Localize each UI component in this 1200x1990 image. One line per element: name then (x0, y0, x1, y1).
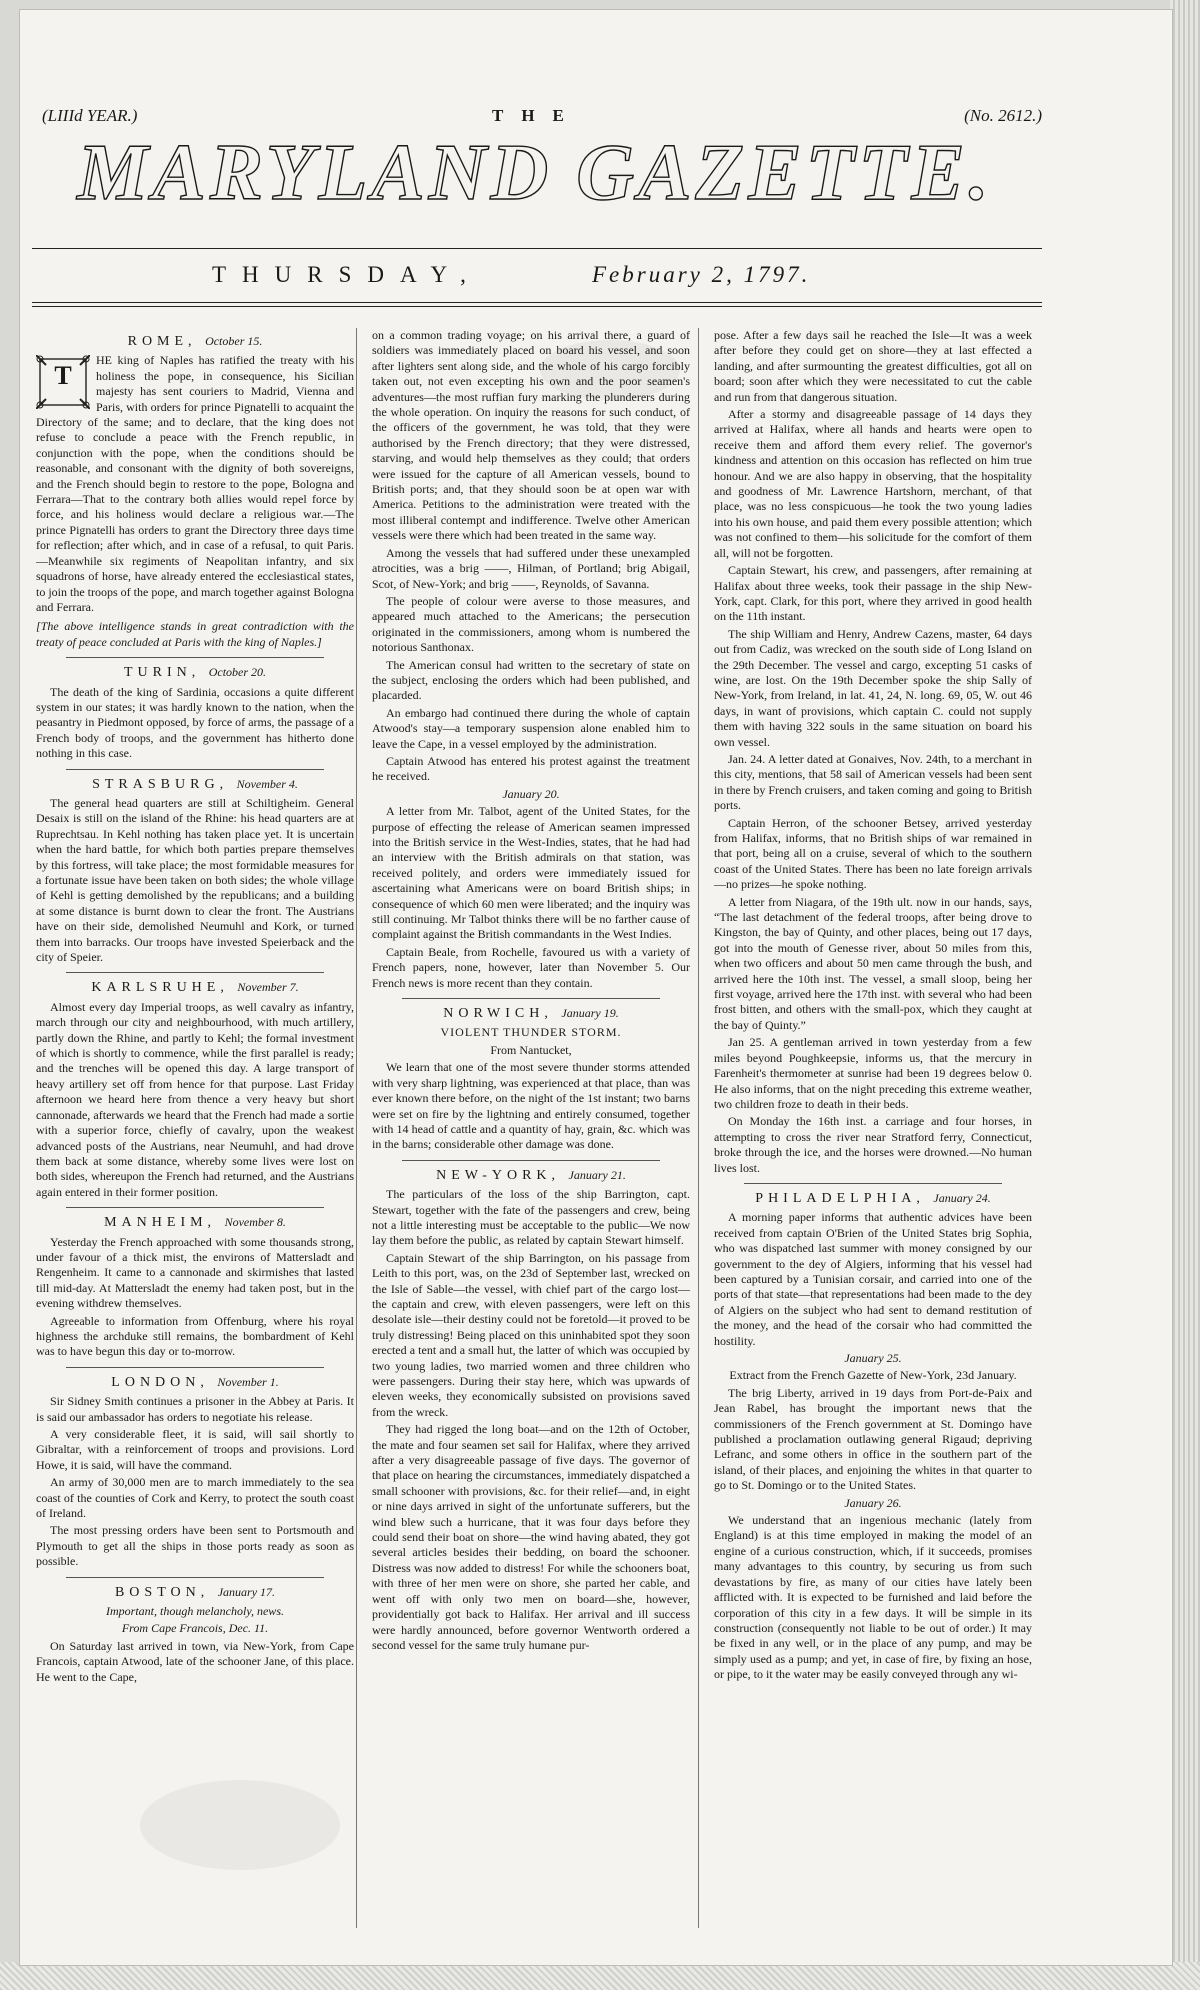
dateline (32, 262, 1042, 302)
page-edge-right (1170, 0, 1200, 1990)
the-label: THE (492, 106, 582, 125)
dateline-date: February 2, 1797. (592, 262, 811, 287)
section-rule (66, 972, 324, 973)
manheim-text: Yesterday the French approached with some thousands strong, under favour of a thick mist, the environs of Mattersladt and Rengenheim. It came to a cannonade and skirmishes that lasted till mid-day. At Mattersladt the enemy had taken post, but in the evening withdrew themselves. (36, 1234, 354, 1311)
jan20-dateline: January 20. (502, 786, 560, 801)
strasburg-heading (36, 777, 354, 792)
karlsruhe-heading (36, 980, 354, 995)
strasburg-date: November 4. (236, 776, 298, 791)
philadelphia-text-2: The brig Liberty, arrived in 19 days from Port-de-Paix and Jean Rabel, has brought the important news that the commissioners of the French government at St. Domingo have published a proclamation outlawing general Rigaud; depriving Lefranc, and some others in office in the southern part of the island, of their places, and enjoining the whites in that quarter to go to St. Domingo or to the United States. (714, 1385, 1032, 1493)
col3-paragraph: A letter from Niagara, of the 19th ult. now in our hands, says, “The last detachment of the federal troops, after being drove to Kingston, the bay of Quinty, and other places, being out 17 days, got into the mouth of Genesse river, about 50 miles from this, when two officers and about 50 men came through the bush, and arrived here the 10th inst. The vessel, a small sloop, being her first voyage, arrived here the 17th inst. with several who had been frost bitten, and others with the small-pox, which they caught at the bay of Quinty.” (714, 894, 1032, 1032)
dateline-rule-top (32, 302, 1042, 303)
london-text-2: A very considerable fleet, it is said, will sail shortly to Gibraltar, with a reinforcement of troops and provisions. Lord Howe, it is said, will have the command. (36, 1427, 354, 1472)
paper-stain (140, 1780, 340, 1870)
philadelphia-heading (714, 1191, 1032, 1206)
boston-heading (36, 1585, 354, 1600)
rome-heading (36, 334, 354, 349)
section-rule (66, 657, 324, 658)
section-rule (66, 1577, 324, 1578)
col3-paragraph: pose. After a few days sail he reached the Isle—It was a week after before they could get on shore—they at last effected a landing, and after surmounting the greatest difficulties, got all on board; soon after which they were necessitated to cut the cable and run from that dangerous situation. (714, 328, 1032, 404)
jan25-dateline: January 25. (844, 1351, 902, 1365)
rome-date: October 15. (205, 334, 263, 348)
column-2 (372, 328, 690, 1655)
london-text-4: The most pressing orders have been sent to Portsmouth and Plymouth to get all the ships in those ports ready as soon as possible. (36, 1523, 354, 1569)
newyork-text-3: They had rigged the long boat—and on the 12th of October, the mate and four seamen set sail for Halifax, where they arrived after a very disagreeable passage of five days. The governor of that place on hearing the circumstances, immediately dispatched a small schooner with provisions, &c. for their relief—and, in eight or nine days arrived in sight of the unfortunate sufferers, but the wind blew such a hurricane, that it was four days before they could send their boat on shore—the wind having abated, they got several articles besides their bedding, on board the schooner. Distress was now added to distress! For while the schooners boat, with three of her men were on shore, she parted her cable, and went off with only two men on board—she, however, providentially got back to Halifax. Her arrival and ill success were hardly announced, before governor Wentworth ordered a second vessel for the same truly humane pur- (372, 1422, 690, 1652)
rome-text: HE king of Naples has ratified the treaty with his holiness the pope, in consequence, his Sicilian majesty has sent couriers to Madrid, Vienna and Paris, with orders for prince Pignatelli to acquaint the Directory of the same; and to declare, that the king does not refuse to conclude a peace with the French republic, in conjunction with the pope, when the conditions should be reasonable, and consonant with the dignity of both sovereigns, and the French should begin to restore to the pope, Bologna and Ferrara—That to the contrary both allies would repel force by force, and his holiness would declare a religious war.—The prince Pignatelli has orders to grant the Directory three days time for reflection; after which, and in case of a refusal, to quit Paris.—Meanwhile six regiments of Neapolitan infantry, and six squadrons of horse, have already entered the ecclesiastical states, to join the troops of the pope, and march together against Bologna and Ferrara. (36, 353, 354, 614)
col2-paragraph: Among the vessels that had suffered under these unexampled atrocities, was a brig ——, Hilman, of Portland; brig Abigail, Scot, of New-York; and brig ——, Reynolds, of Savanna. (372, 545, 690, 591)
boston-date: January 17. (217, 1584, 276, 1599)
col2-paragraph: Captain Beale, from Rochelle, favoured us with a variety of French papers, none, however, later than November 5. Our French news is more recent than they contain. (372, 944, 690, 990)
extract-heading: Extract from the French Gazette of New-York, 23d January. (729, 1368, 1017, 1383)
masthead-title: MARYLAND GAZETTE. (77, 129, 993, 217)
year-label: (LIIId YEAR.) (42, 106, 138, 125)
col2-paragraph: The people of colour were averse to those measures, and appeared much attached to the Americans; the persecution originated in the commissioners, among whom is numbered the notorious Santhonax. (372, 593, 690, 655)
dateline-day: THURSDAY, (212, 262, 482, 287)
manheim-text-2: Agreeable to information from Offenburg, where his royal highness the archduke still remains, the bombardment of Kehl was to have begun this day or to-morrow. (36, 1313, 354, 1359)
col2-paragraph: An embargo had continued there during the whole of captain Atwood's stay—a temporary suspension alone enabled him to leave the Cape, in a vessel employed by the administration. (372, 705, 690, 751)
column-divider (698, 328, 699, 1928)
masthead-rule (32, 248, 1042, 249)
manheim-heading (36, 1215, 354, 1230)
col2-paragraph: The American consul had written to the secretary of state on the subject, enclosing the orders which had been published, and placarded. (372, 657, 690, 703)
section-rule (744, 1183, 1002, 1184)
norwich-place: NORWICH, (443, 1006, 553, 1022)
turin-text: The death of the king of Sardinia, occasions a quite different system in our states; it was hardly known to the nation, when the peasantry in Piedmont opposed, by force of arms, the passage of a French body of troops, and the government has hitherto done nothing in this case. (36, 684, 354, 761)
boston-subhead: Important, though melancholy, news. (106, 1604, 284, 1619)
col3-paragraph: Jan 25. A gentleman arrived in town yesterday from a few miles beyond Poughkeepsie, informs us, that the mercury in Farenheit's thermometer at sunrise had been 19 degrees below 0. He also informs, that on the night preceding this extreme weather, two children froze to death in their beds. (714, 1035, 1032, 1111)
boston-continued: on a common trading voyage; on his arrival there, a guard of soldiers was immediately placed on board his vessel, and soon after lighters sent along side, and the whole of his cargo forcibly taken out, not even excepting his own and the poor seamen's adventures—the most ruffian fury marking the plunderers during the whole operation. On inquiry the reasons for such conduct, of the officers of the government, he was told, that they were authorised by the French directory; that they were distressed, starving, and would help themselves as they could; that orders were issued for the capture of all American vessels, bound to British ports; and, that they should soon be at open war with America. Petitions to the administration were treated with the most illiberal contempt and indifference. Twelve other American vessels were there which had been treated in the same way. (372, 328, 690, 543)
column-divider (356, 328, 357, 1928)
newyork-date: January 21. (568, 1167, 626, 1182)
section-rule (66, 769, 324, 770)
norwich-text: We learn that one of the most severe thunder storms attended with very sharp lightning, was experienced at that place, than was ever known there before, on the night of the 1st instant; two barns were set on fire by the lightning and entirely consumed, together with 14 head of cattle and a quantity of hay, grain, &c. which was in the barns; considerable other damage was done. (372, 1060, 690, 1152)
turin-place: TURIN, (123, 665, 201, 681)
col3-paragraph: Captain Herron, of the schooner Betsey, arrived yesterday from Halifax, informs, that no British ships of war remained in that port, being all on a cruise, several of which to the southern coast of the United States. There has been no late foreign arrivals—no prizes—he spoke nothing. (714, 815, 1032, 892)
col3-paragraph: The ship William and Henry, Andrew Cazens, master, 64 days out from Cadiz, was wrecked on the south side of Long Island on the 29th December. The vessel and cargo, excepting 51 casks of wine, are lost. On the 19th December spoke the ship Sally of New-York, from Ireland, in lat. 41, 24, N. long. 69, 05, W. out 46 days, in want of provisions, which captain C. could not supply them with having 322 souls in the same situation on board his own vessel. (714, 626, 1032, 749)
london-place: LONDON, (111, 1374, 209, 1390)
norwich-date: January 19. (561, 1006, 619, 1021)
karlsruhe-place: KARLSRUHE, (91, 980, 229, 996)
jan26-dateline: January 26. (844, 1495, 902, 1510)
strasburg-place: STRASBURG, (92, 776, 229, 792)
column-3 (714, 328, 1032, 1685)
ornamental-drop-cap (36, 355, 90, 409)
column-1 (36, 328, 354, 1687)
philadelphia-date: January 24. (933, 1190, 991, 1205)
col2-paragraph: A letter from Mr. Talbot, agent of the United States, for the purpose of effecting the release of American seamen impressed into the British service in the West-Indies, states, that he had had an interview with the British admirals on that station, was received politely, and orders were immediately issued for ascertaining what Americans were on board British ships; in consequence of which 60 men were liberated; and the inquiry was still continuing. Mr Talbot thinks there will be no farther cause of complaint against the British commandants in the West Indies. (372, 804, 690, 942)
section-rule (66, 1367, 324, 1368)
drop-cap-letter: T (54, 361, 72, 391)
section-rule (402, 998, 660, 999)
norwich-heading (372, 1006, 690, 1021)
london-text-3: An army of 30,000 men are to march immediately to the sea coast of the counties of Cork and Kerry, to protect the south coast of Ireland. (36, 1475, 354, 1521)
col3-paragraph: After a stormy and disagreeable passage of 14 days they arrived at Halifax, where all hands and hearts were open to receive them and afford them every relief. The governor's kindness and attention on this occasion has reflected on him true honour. And we are also happy in observing, that the hospitality and goodness of Mr. Lawrence Hartshorn, merchant, of that place, was no less conspicuous—he took the two young ladies into his own house, and paid them every possible attention; which was not confined to them—his solicitude for the comfort of them all, will not be forgotten. (714, 407, 1032, 560)
strasburg-text: The general head quarters are still at Schiltigheim. General Desaix is still on the island of the Rhine: his head quarters are at Ruprechtsau. In Kehl nothing has taken place yet. It is uncertain when the hard battle, for which both parties prepare themselves by this fortress, will take place; the most formidable measures for a fortunate issue have been taken on both sides; the whole village of Kehl is getting demolished by the republicans; and a building at some distance is burnt down to clear the front. The Austrians have on their side, demolished Neumuhl and Kork, or turned them into barracks. Our troops have invested Speierback and the city of Speier. (36, 795, 354, 965)
london-text: Sir Sidney Smith continues a prisoner in the Abbey at Paris. It is said our ambassador has orders to negotiate his release. (36, 1394, 354, 1424)
norwich-source: From Nantucket, (490, 1042, 572, 1057)
turin-date: October 20. (208, 665, 267, 680)
issue-number: (No. 2612.) (964, 106, 1042, 125)
page-edge-bottom (0, 1962, 1200, 1990)
boston-text: On Saturday last arrived in town, via New-York, from Cape Francois, captain Atwood, late of the schooner Jane, of this place. He went to the Cape, (36, 1638, 354, 1684)
manheim-date: November 8. (224, 1215, 286, 1230)
boston-dateline: From Cape Francois, Dec. 11. (121, 1621, 269, 1636)
philadelphia-place: PHILADELPHIA, (755, 1190, 925, 1206)
karlsruhe-date: November 7. (237, 980, 299, 995)
col3-paragraph: On Monday the 16th inst. a carriage and four horses, in attempting to cross the river near Stratford ferry, Connecticut, broke through the ice, and the horses were drowned.—No human lives lost. (714, 1114, 1032, 1175)
turin-heading (36, 665, 354, 680)
manheim-place: MANHEIM, (104, 1215, 217, 1231)
philadelphia-text: A morning paper informs that authentic advices have been received from captain O'Brien of the United States brig Sophia, who was dispatched last summer with money consigned by our government to the dey of Algiers, informing that his vessel had been captured by a Tunisian corsair, and carried into one of the ports of that state—that representations had been made to the dey of Algiers on the subject who had sent to demand restitution of the money, and the head of the corsair who had committed the hostility. (714, 1210, 1032, 1348)
newyork-heading (372, 1168, 690, 1183)
section-rule (66, 1207, 324, 1208)
boston-place: BOSTON, (114, 1584, 210, 1600)
london-heading (36, 1375, 354, 1390)
rome-note: [The above intelligence stands in great contradiction with the treaty of peace concluded at Paris with the king of Naples.] (36, 619, 354, 649)
rome-place: ROME, (127, 334, 197, 349)
london-date: November 1. (217, 1374, 279, 1389)
norwich-subhead: VIOLENT THUNDER STORM. (440, 1025, 622, 1040)
masthead-top-line (42, 106, 1042, 130)
col3-paragraph: Jan. 24. A letter dated at Gonaives, Nov. 24th, to a merchant in this city, mentions, that 58 sail of American vessels had been sent in there by French cruisers, and taken coming and going to British ports. (714, 751, 1032, 813)
philadelphia-text-3: We understand that an ingenious mechanic (lately from England) is at this time employed in making the model of an engine of a curious construction, which, if it succeeds, promises many advantages to this country, by securing us from such devastations by fire, as many of our cities have lately been afflicted with. It is expected to be furnished and laid before the corporation of this city in a few days. It will be simple in its construction (consequently not liable to be out of order.) It may be fixed in any well, or in the place of any pump, and may be simply used as a pump; and yet, in case of fire, by fixing an hose, or pipe, to it the water may be easily conveyed through any wi- (714, 1513, 1032, 1682)
section-rule (402, 1160, 660, 1161)
col2-paragraph: Captain Atwood has entered his protest against the treatment he received. (372, 753, 690, 784)
newyork-text: The particulars of the loss of the ship Barrington, capt. Stewart, together with the fate of the passengers and crew, being not a little interesting must be acceptable to the public—We now lay them before the public, as related by captain Stewart himself. (372, 1187, 690, 1248)
karlsruhe-text: Almost every day Imperial troops, as well cavalry as infantry, march through our city and neighbourhood, with much artillery, partly down the Rhine, and partly to Kehl; the formal investment of which is shortly to commence, while the first parallel is ready; and the trenches will be opened this day. A large transport of heavy artillery set off from hence for that purpose. Last Friday afternoon we heard here from thence a very heavy but short cannonade, afterwards we heard that the French had made a sortie with a superior force, chiefly of cavalry, upon the weakest advanced posts of the Austrians, near Neumuhl, and had drove them back at some distance, whereby some lives were lost on both sides, whereupon the French had returned, and the Austrians again entered in their former position. (36, 999, 354, 1199)
dateline-rule-bottom (32, 306, 1042, 307)
newyork-text-2: Captain Stewart of the ship Barrington, on his passage from Leith to this port, was, on the 23d of September last, wrecked on the Isle of Sable—the vessel, with chief part of the cargo lost—the captain and crew, with eleven passengers, were left on this desolate isle—their destiny could not be foretold—it proved to be truly distressing! Being placed on this uninhabited spot they soon erected a tent and a small hut, the latter of which was occupied by two young ladies, two married women and three children who were passengers. During their stay here, which was upwards of eleven weeks, they economically subsisted on provisions saved from the wreck. (372, 1250, 690, 1419)
newyork-place: NEW-YORK, (436, 1167, 561, 1183)
col3-paragraph: Captain Stewart, his crew, and passengers, after remaining at Halifax about three weeks, took their passage in the ship New-York, capt. Clark, for this port, where they arrived in good health on the 11th instant. (714, 563, 1032, 624)
